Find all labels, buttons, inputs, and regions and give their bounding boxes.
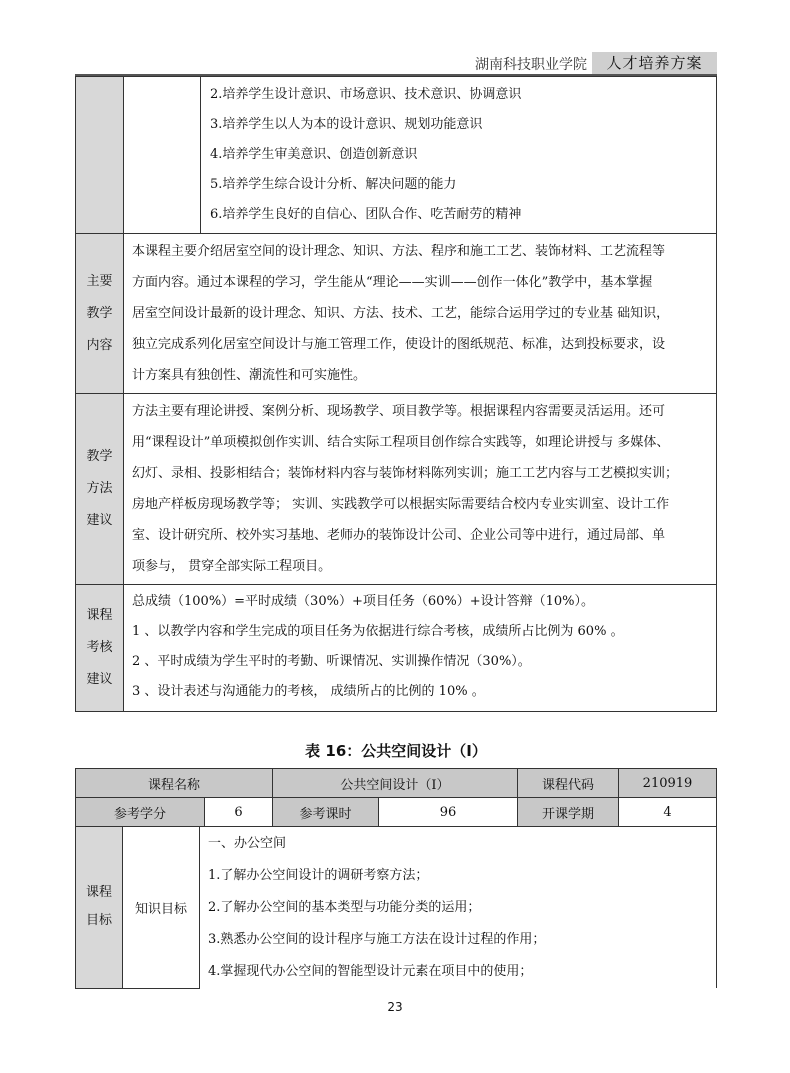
method-label-part: 方法	[86, 481, 113, 496]
method-label-part: 教学	[86, 449, 113, 464]
table-title: 表 16：公共空间设计（Ⅰ）	[305, 742, 487, 760]
content-line: 计方案具有独创性、潮流性和可实施性。	[132, 368, 367, 383]
goal-line: 5.培养学生综合设计分析、解决问题的能力	[210, 177, 457, 192]
method-line: 方法主要有理论讲授、案例分析、现场教学、项目教学等。根据课程内容需要灵活运用。还可	[132, 404, 666, 419]
content-label-part: 内容	[86, 337, 113, 353]
method-text	[124, 394, 717, 585]
page-number: 23	[387, 1000, 403, 1014]
assessment-line: 3 、设计表述与沟通能力的考核， 成绩所占的比例的 10% 。	[132, 684, 485, 699]
goal-line: 3.培养学生以人为本的设计意识、规划功能意识	[210, 117, 483, 132]
assessment-text	[124, 585, 717, 712]
assessment-line: 总成绩（100%）=平时成绩（30%）+项目任务（60%）+设计答辩（10%）。	[132, 594, 595, 609]
assessment-label	[76, 585, 124, 712]
goal-label-cell	[76, 77, 124, 234]
method-line: 项参与， 贯穿全部实际工程项目。	[132, 559, 332, 574]
goal-lines-cell	[201, 77, 717, 234]
knowledge-line: 2.了解办公空间的基本类型与功能分类的运用；	[208, 900, 481, 915]
credits-value: 6	[205, 798, 273, 827]
assessment-row	[76, 585, 717, 712]
semester-label: 开课学期	[518, 798, 619, 827]
content-label	[76, 234, 124, 394]
goal-line: 2.培养学生设计意识、市场意识、技术意识、协调意识	[210, 87, 522, 102]
method-line: 室、设计研究所、校外实习基地、老师办的装饰设计公司、企业公司等中进行，通过局部、单	[132, 528, 666, 543]
plan-title-badge: 人才培养方案	[592, 52, 717, 74]
method-row	[76, 394, 717, 585]
method-line: 房地产样板房现场教学等； 实训、实践教学可以根据实际需要结合校内专业实训室、设计工作	[132, 497, 670, 512]
method-line: 幻灯、录相、投影相结合；装饰材料内容与装饰材料陈列实训；施工工艺内容与工艺模拟实训；	[132, 466, 679, 481]
hours-value: 96	[379, 798, 518, 827]
course-name-row	[76, 769, 717, 798]
method-label-part: 建议	[86, 513, 113, 528]
course-goal-label-part: 目标	[85, 913, 112, 929]
course-goal-table	[75, 826, 717, 989]
course-detail-table	[75, 76, 717, 712]
content-line: 独立完成系列化居室空间设计与施工管理工作，使设计的图纸规范、标准，达到投标要求，设	[132, 337, 666, 352]
assessment-label-part: 建议	[86, 672, 113, 687]
credits-label: 参考学分	[76, 798, 205, 827]
assessment-label-part: 课程	[86, 608, 113, 623]
semester-value: 4	[619, 798, 717, 827]
knowledge-goal-row	[76, 827, 717, 989]
knowledge-goal-label: 知识目标	[123, 827, 200, 989]
course-info-table	[75, 768, 717, 827]
knowledge-goal-lines	[200, 827, 717, 989]
assessment-label-part: 考核	[86, 640, 113, 655]
goal-line: 4.培养学生审美意识、创造创新意识	[210, 147, 418, 162]
knowledge-line: 1.了解办公空间设计的调研考察方法；	[208, 868, 429, 883]
method-line: 用“课程设计”单项模拟创作实训、结合实际工程项目创作综合实践等，如理论讲授与 多媒体、	[132, 435, 670, 450]
school-name: 湖南科技职业学院	[475, 57, 587, 73]
content-line: 方面内容。通过本课程的学习，学生能从“理论——实训——创作一体化”教学中，基本掌握	[132, 275, 653, 290]
knowledge-line: 一、办公空间	[208, 836, 287, 851]
knowledge-line: 3.熟悉办公空间的设计程序与施工方法在设计过程的作用；	[208, 932, 546, 947]
knowledge-line: 4.掌握现代办公空间的智能型设计元素在项目中的使用；	[208, 964, 533, 979]
course-code-value: 210919	[619, 769, 717, 798]
course-goal-label	[76, 827, 123, 989]
goal-line: 6.培养学生良好的自信心、团队合作、吃苦耐劳的精神	[210, 207, 522, 222]
course-name-label: 课程名称	[76, 769, 273, 798]
content-row	[76, 234, 717, 394]
content-line: 本课程主要介绍居室空间的设计理念、知识、方法、程序和施工工艺、装饰材料、工艺流程等	[132, 244, 666, 259]
goal-sub-cell	[124, 77, 201, 234]
course-meta-row	[76, 798, 717, 827]
goal-continuation-row	[76, 77, 717, 234]
assessment-line: 2 、平时成绩为学生平时的考勤、听课情况、实训操作情况（30%）。	[132, 654, 531, 669]
content-text	[124, 234, 717, 394]
content-label-part: 教学	[86, 305, 113, 321]
course-name-value: 公共空间设计（Ⅰ）	[273, 769, 518, 798]
content-line: 居室空间设计最新的设计理念、知识、方法、技术、工艺，能综合运用学过的专业基 础知识，	[132, 306, 670, 321]
method-label	[76, 394, 124, 585]
course-code-label: 课程代码	[518, 769, 619, 798]
page-header	[75, 52, 717, 76]
hours-label: 参考课时	[273, 798, 379, 827]
course-goal-label-part: 课程	[85, 885, 112, 901]
content-label-part: 主要	[86, 273, 113, 289]
assessment-line: 1 、以教学内容和学生完成的项目任务为依据进行综合考核，成绩所占比例为 60% 。	[132, 624, 624, 639]
